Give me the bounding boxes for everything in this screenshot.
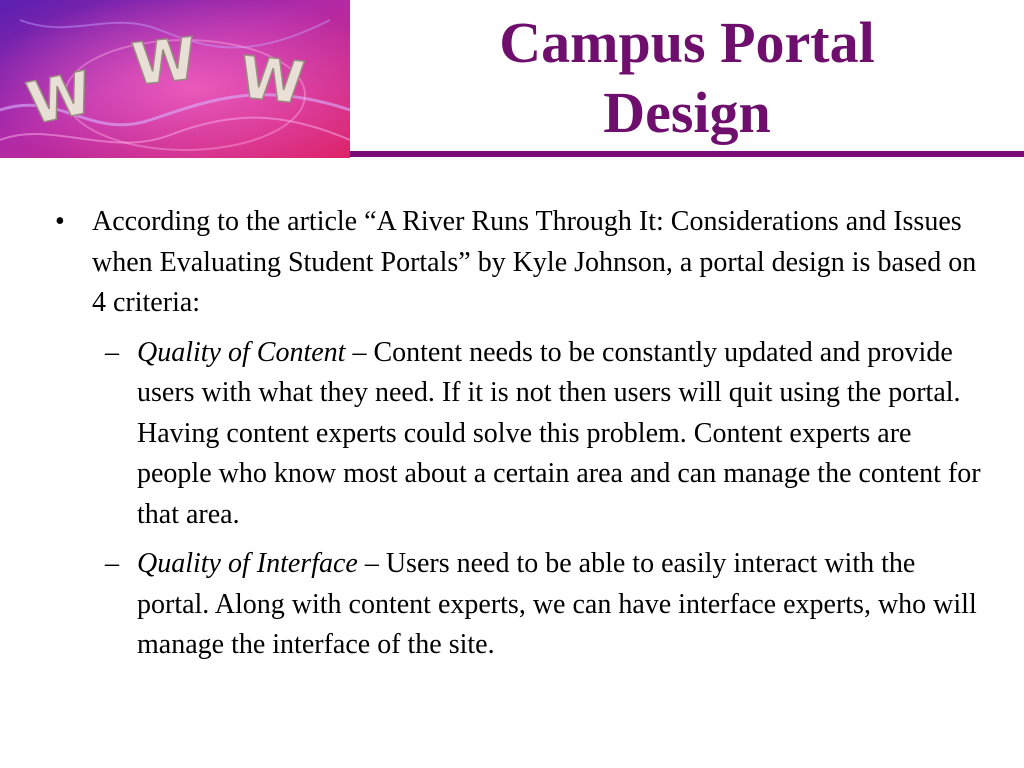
sub-bullet-text: Users need to be able to easily interact with the portal. Along with content experts, we can have interface experts, who will manage the interface of the site. [137,548,977,660]
slide-title-line-2: Design [603,80,771,145]
sub-bullet-item [55,333,985,536]
sub-bullet-marker: – [105,336,119,368]
sub-bullet-separator: – [345,336,374,368]
slide-title [350,8,1024,148]
sub-bullet-separator: – [357,548,386,579]
slide-body [55,202,985,675]
sub-bullet-text: Content needs to be constantly updated and provide users with what they need. If it is not then users will quit using the portal. Having content experts could solve this problem. Content experts are people who know most about a certain area and can manage the content for that area. [137,336,981,530]
www-letter-3: W [236,43,308,118]
title-divider [350,151,1024,157]
bullet-text: According to the article “A River Runs Through It: Considerations and Issues when Evaluating Student Portals” by Kyle Johnson, a portal design is based on 4 criteria: [92,206,977,318]
sub-bullet-item [55,544,985,666]
www-letter-2: W [128,24,200,99]
sub-bullet-term: Quality of Content [137,336,346,368]
bullet-marker: • [55,206,65,237]
www-letter-1: W [21,58,98,138]
www-header-image [0,0,350,158]
slide-title-line-1: Campus Portal [499,10,875,75]
sub-bullet-term: Quality of Interface [137,548,358,579]
bullet-item [55,202,985,324]
sub-bullet-marker: – [105,548,119,579]
